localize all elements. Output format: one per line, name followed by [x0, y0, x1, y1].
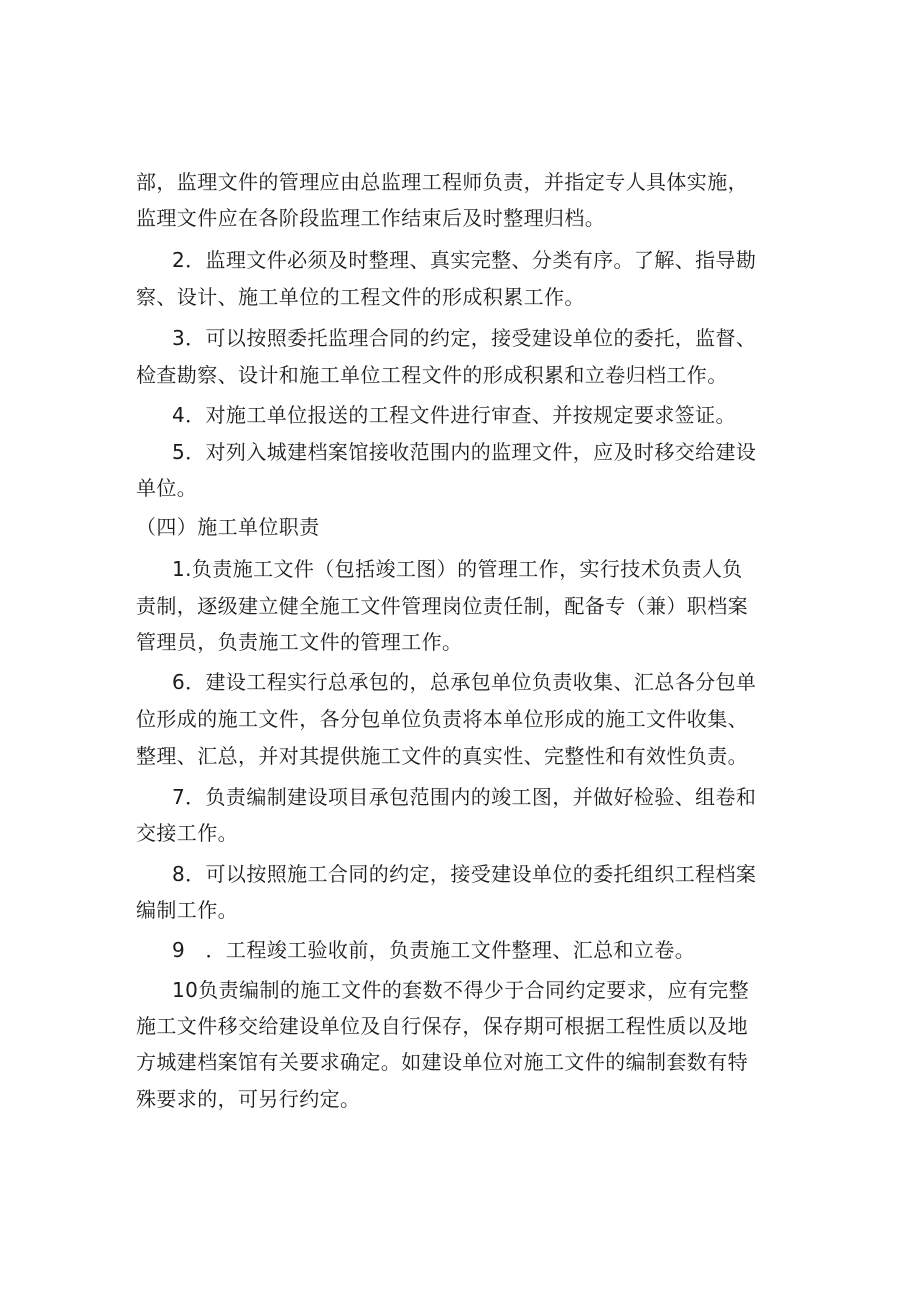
text-line: 整理、汇总，并对其提供施工文件的真实性、完整性和有效性负责。 [136, 744, 748, 768]
text-line: 方城建档案馆有关要求确定。如建设单位对施工文件的编制套数有特 [136, 1050, 748, 1074]
text-line: 单位。 [136, 476, 198, 500]
text-line: 检查勘察、设计和施工单位工程文件的形成积累和立卷归档工作。 [136, 363, 728, 387]
text-line: 施工文件移交给建设单位及自行保存，保存期可根据工程性质以及地 [136, 1014, 748, 1038]
text-line: 5．对列入城建档案馆接收范围内的监理文件，应及时移交给建设 [172, 440, 757, 464]
text-line: 2．监理文件必须及时整理、真实完整、分类有序。了解、指导勘 [172, 248, 757, 272]
text-line: 编制工作。 [136, 898, 238, 922]
text-line: 10负责编制的施工文件的套数不得少于合同约定要求，应有完整 [172, 978, 750, 1002]
text-line: 管理员，负责施工文件的管理工作。 [136, 630, 463, 654]
text-line: 7．负责编制建设项目承包范围内的竣工图，并做好检验、组卷和 [172, 785, 757, 809]
section-heading: （四）施工单位职责 [136, 515, 320, 539]
text-line: 3．可以按照委托监理合同的约定，接受建设单位的委托，监督、 [172, 326, 757, 350]
text-line: 1.负责施工文件（包括竣工图）的管理工作，实行技术负责人负 [172, 557, 743, 581]
text-line: 部，监理文件的管理应由总监理工程师负责，并指定专人具体实施， [136, 170, 748, 194]
text-line: 交接工作。 [136, 821, 238, 845]
text-line: 4．对施工单位报送的工程文件进行审查、并按规定要求签证。 [172, 403, 736, 427]
text-line: 8．可以按照施工合同的约定，接受建设单位的委托组织工程档案 [172, 862, 757, 886]
text-line: 察、设计、施工单位的工程文件的形成积累工作。 [136, 285, 585, 309]
text-line: 位形成的施工文件，各分包单位负责将本单位形成的施工文件收集、 [136, 707, 748, 731]
text-line: 殊要求的，可另行约定。 [136, 1087, 361, 1111]
text-line: 责制，逐级建立健全施工文件管理岗位责任制，配备专（兼）职档案 [136, 594, 748, 618]
text-line: 6．建设工程实行总承包的，总承包单位负责收集、汇总各分包单 [172, 670, 757, 694]
text-line: 监理文件应在各阶段监理工作结束后及时整理归档。 [136, 206, 606, 230]
text-line: 9 ．工程竣工验收前，负责施工文件整理、汇总和立卷。 [172, 938, 696, 962]
